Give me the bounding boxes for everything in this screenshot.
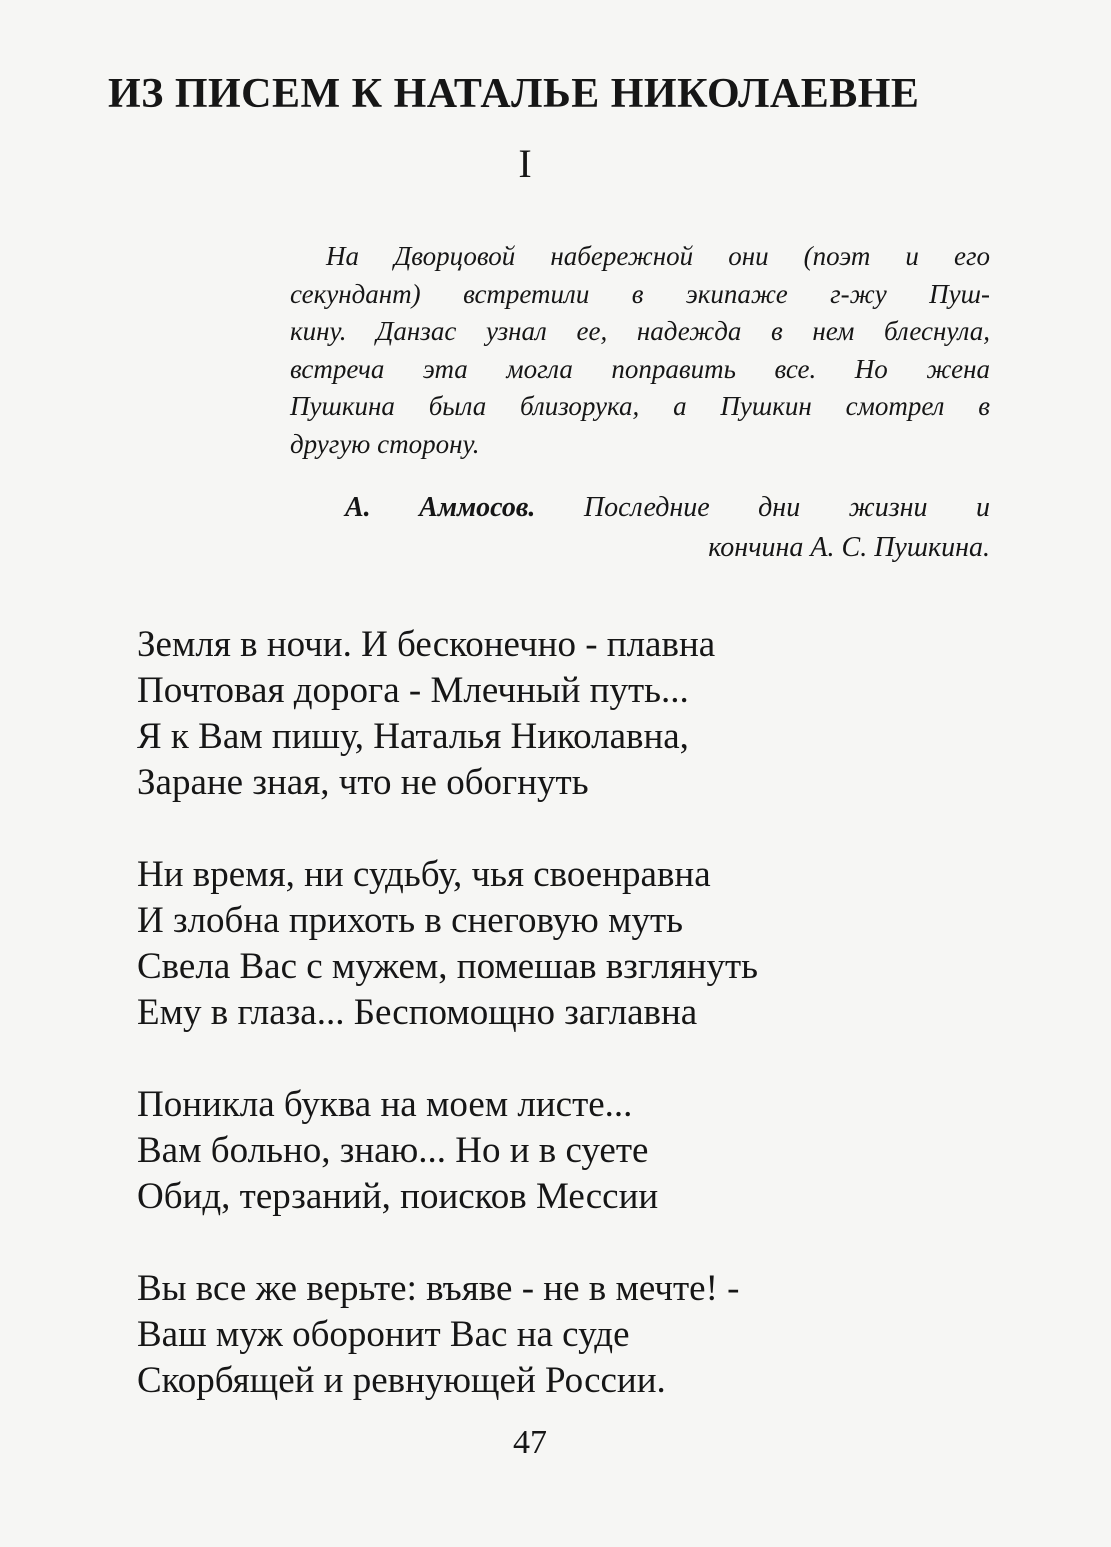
epigraph-line: Пушкина была близорука, а Пушкин смотрел в [290,391,990,421]
verse-line: Ваш муж оборонит Вас на суде [137,1314,630,1355]
verse-line: Я к Вам пишу, Наталья Николавна, [137,716,689,757]
verse-line: Вам больно, знаю... Но и в суете [137,1130,649,1171]
stanza [137,622,977,806]
epigraph-line: встреча эта могла поправить все. Но жена [290,353,990,384]
epigraph-line: кину. Данзас узнал ее, надежда в нем блеснула, [290,316,990,346]
verse-line: Заране зная, что не обогнуть [137,762,589,803]
epigraph-source-line1: Последние дни жизни и [583,492,990,523]
epigraph-source-line2: кончина А. С. Пушкина. [708,532,990,563]
verse-line: И злобна прихоть в снеговую муть [137,900,684,941]
stanza [137,852,977,1036]
epigraph-line: На Дворцовой набережной они (поэт и его [326,241,990,271]
verse-line: Почтовая дорога - Млечный путь... [137,670,689,711]
epigraph [290,238,990,463]
verse-line: Скорбящей и ревнующей России. [137,1360,666,1401]
epigraph-line: другую сторону. [290,428,480,459]
section-number: I [518,141,532,186]
attribution-row [345,488,990,528]
verse-line: Вы все же верьте: въяве - не в мечте! - [137,1268,740,1309]
epigraph-line: секундант) встретили в экипаже г-жу Пуш- [290,278,990,309]
verse-line: Обид, терзаний, поисков Мессии [137,1176,659,1217]
verse-line: Поникла буква на моем листе... [137,1084,633,1125]
verse-line: Ни время, ни судьбу, чья своенравна [137,854,711,895]
poem [137,622,977,1450]
stanza [137,1082,977,1220]
page-number: 47 [513,1424,547,1461]
page-title: ИЗ ПИСЕМ К НАТАЛЬЕ НИКОЛАЕВНЕ [108,71,920,117]
verse-line: Земля в ночи. И бесконечно - плавна [137,624,716,665]
verse-line: Свела Вас с мужем, помешав взглянуть [137,946,759,987]
stanza [137,1266,977,1404]
verse-line: Ему в глаза... Беспомощно заглавна [137,992,698,1033]
epigraph-author: А. Аммосов. [345,492,536,523]
epigraph-attribution [345,488,990,568]
